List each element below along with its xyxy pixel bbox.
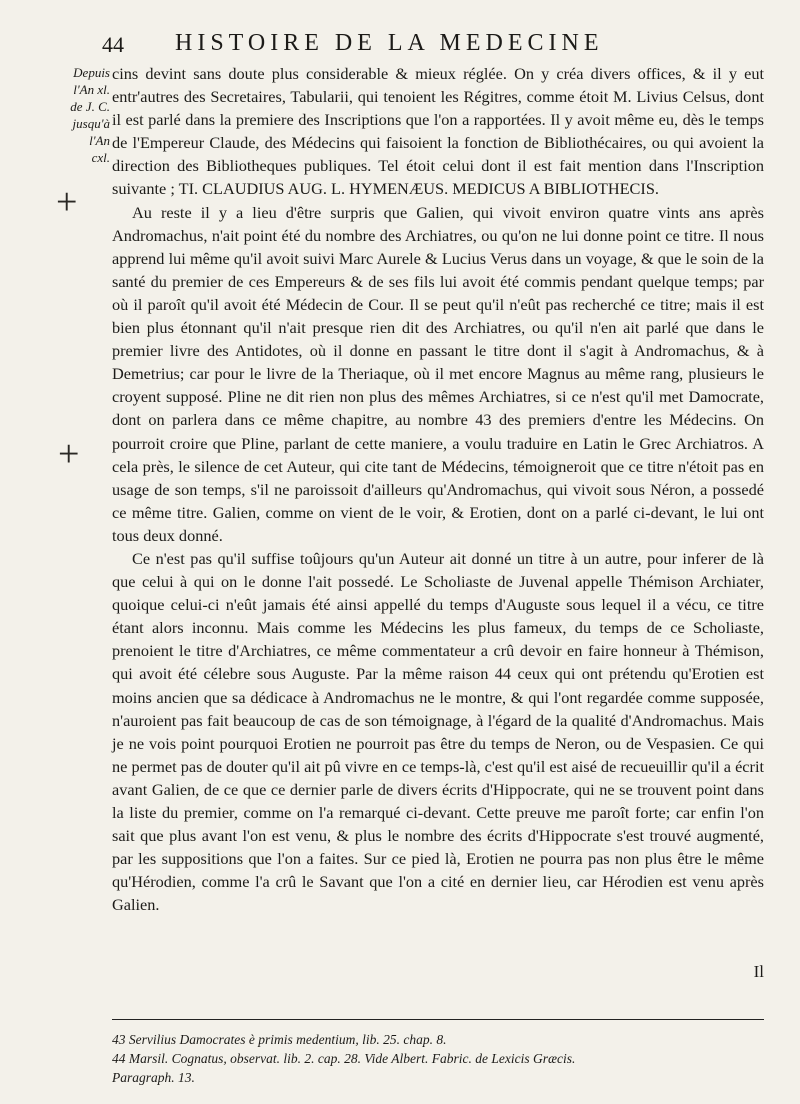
- margin-note-line: l'An xl.: [73, 82, 110, 97]
- margin-note-line: de J. C.: [70, 99, 110, 114]
- margin-note-line: jusqu'à: [72, 116, 110, 131]
- running-head: HISTOIRE DE LA MEDECINE: [175, 30, 604, 56]
- catchword: Il: [753, 962, 764, 981]
- margin-note-line: Depuis: [73, 65, 110, 80]
- main-text: [112, 62, 764, 916]
- page-header: [0, 30, 800, 62]
- footnote: 44 Marsil. Cognatus, observat. lib. 2. cap. 28. Vide Albert. Fabric. de Lexicis Græcis.: [112, 1051, 576, 1066]
- footnote: 43 Servilius Damocrates è primis medentium, lib. 25. chap. 8.: [112, 1032, 447, 1047]
- paragraph: Ce n'est pas qu'il suffise toûjours qu'un Auteur ait donné un titre à un autre, pour inferer de là que celui à qui on le donne l'ait possedé. Le Scholiaste de Juvenal appelle Thémison Archiater, quoique celui-ci n'eût jamais été ainsi appellé du temps d'Auguste sous lequel il a vécu, ce titre étant alors inconnu. Mais comme les Médecins les plus fameux, du temps de ce Scholiaste, prenoient le titre d'Archiatres, ce même commentateur a crû devoir en faire honneur à Thémison, qui avoit été célebre sous Auguste. Par la même raison 44 ceux qui ont prétendu qu'Erotien est moins ancien que sa dédicace à Andromachus ne le montre, & qui l'ont regardée comme supposée, n'auroient pas fait beaucoup de cas de son témoignage, à l'égard de la qualité d'Andromachus. Mais je ne vois point pourquoi Erotien ne pourroit pas être du temps de Neron, ou de Vespasien. Ce qui ne permet pas de douter qu'il ait pû vivre en ce temps-là, c'est qu'il est aisé de recueuillir qu'il a écrit avant Galien, de ce que ce dernier parle de divers écrits d'Hippocrate, qui ne se trouvent point dans la liste du premier, comme on l'a remarqué ci-devant. Cette preuve me paroît forte; car enfin l'on sait que plus avant l'on est venu, & plus le nombre des écrits d'Hippocrate s'est trouvé augmenté, par les suppositions que l'on a faites. Sur ce pied là, Erotien ne pourra pas non plus être le même qu'Hérodien, comme l'a crû le Savant que l'on a cité en dernier lieu, car Hérodien est venu après Galien.: [112, 548, 764, 915]
- paragraph: cins devint sans doute plus considerable & mieux réglée. On y créa divers offices, & il y eut entr'autres des Secretaires, Tabularii, qui tenoient les Régitres, comme étoit M. Livius Celsus, dont il est parlé dans la premiere des Inscriptions que l'on a rapportées. Il y avoit même eu, dès le temps de l'Empereur Claude, des Médecins qui faisoient la fonction de Bibliothécaires, ou qui avoient la direction des Bibliotheques publiques. Tel étoit celui dont il est fait mention dans l'Inscription suivante ; TI. CLAUDIUS AUG. L. HYMENÆUS. MEDICUS A BIBLIOTHECIS.: [112, 64, 764, 199]
- footnote: Paragraph. 13.: [112, 1070, 195, 1085]
- margin-cross-mark: +: [58, 433, 80, 475]
- page-number: 44: [102, 32, 124, 57]
- margin-cross-mark: +: [56, 181, 78, 223]
- margin-date-note: [52, 64, 110, 166]
- footnote-rule: [112, 1019, 764, 1020]
- margin-note-line: l'An: [89, 133, 110, 148]
- footnotes: [112, 1030, 772, 1087]
- paragraph: Au reste il y a lieu d'être surpris que Galien, qui vivoit environ quatre vints ans après Andromachus, n'ait point été du nombre des Archiatres, ou qu'on ne lui donne point ce titre. Il nous apprend lui même qu'il avoit suivi Marc Aurele & Lucius Verus dans un voyage, & que le soin de la santé du premier de ces Empereurs & de ses fils lui avoit été commis pendant quelque temps; par où il paroît qu'il avoit été Médecin de Cour. Il se peut qu'il n'eût pas recherché ce titre; mais il est bien plus étonnant qu'il n'ait presque rien dit des Archiatres, ou qu'il n'en ait parlé que dans le premier livre des Antidotes, où il donne en passant le titre dont il s'agit à Andromachus, & à Demetrius; car pour le livre de la Theriaque, où il met encore Magnus au même rang, plusieurs le croyent supposé. Pline ne dit rien non plus des mêmes Archiatres, si ce n'est qu'il met Damocrate, dont on parlera dans ce même chapitre, au nombre 43 des premiers d'entre les Médecins. On pourroit croire que Pline, parlant de cette maniere, a voulu traduire en Latin le Grec Archiatros. A cela près, le silence de cet Auteur, qui cite tant de Médecins, témoigneroit que ce titre n'étoit pas en usage de son temps, s'il ne paroissoit d'ailleurs qu'Andromachus, qui vivoit sous Néron, a possedé ce même titre. Galien, comme on vient de le voir, & Erotien, dont on a parlé ci-devant, le lui ont tous deux donné.: [112, 202, 764, 545]
- margin-note-line: cxl.: [91, 150, 110, 165]
